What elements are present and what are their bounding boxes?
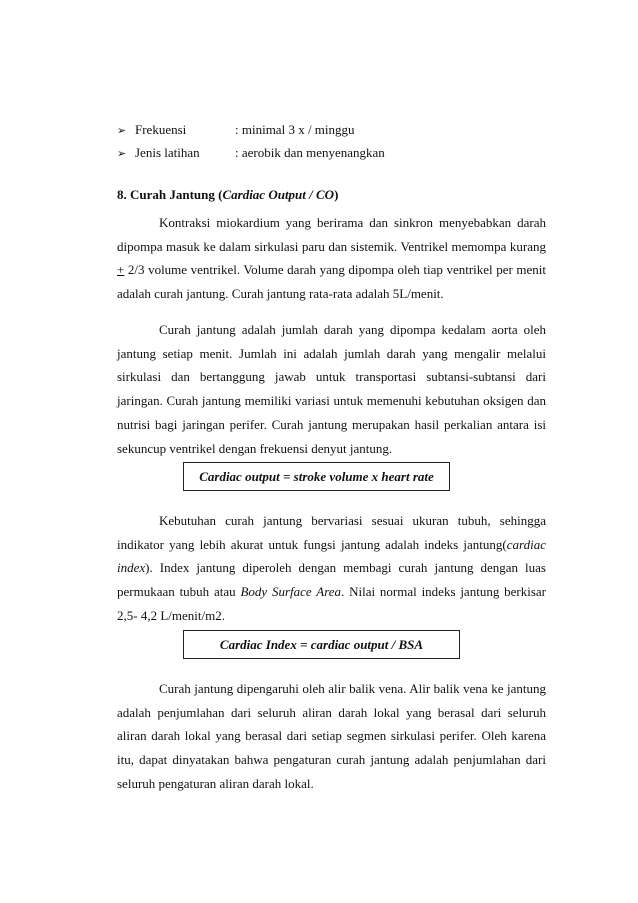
section-title-prefix: Curah Jantung ( xyxy=(130,187,223,202)
paragraph-text: Curah jantung adalah jumlah darah yang dipompa kedalam aorta oleh jantung setiap menit. Jumlah ini adalah jumlah darah yang mengalir melalui sirkulasi dan bertanggung jawab untuk transportasi subtansi-subtansi dari jaringan. Curah jantung memiliki variasi untuk memenuhi kebutuhan oksigen dan nutrisi bagi jaringan perifer. Curah jantung merupakan hasil perkalian antara isi sekuncup ventrikel dengan frekuensi denyut jantung. xyxy=(117,322,546,456)
plus-minus-sign: + xyxy=(117,262,125,278)
list-item-frequency xyxy=(117,121,355,139)
italic-term: cardiac index xyxy=(117,536,546,576)
formula-box-cardiac-output: Cardiac output = stroke volume x heart rate xyxy=(183,462,450,491)
paragraph-text: Kebutuhan curah jantung bervariasi sesuai ukuran tubuh, sehingga indikator yang lebih akurat untuk fungsi jantung adalah indeks jantung( xyxy=(117,513,546,552)
list-label: Frekuensi xyxy=(135,122,187,137)
paragraph-text: ). Index jantung diperoleh dengan membagi curah jantung dengan luas permukaan tubuh atau xyxy=(117,560,546,600)
list-item-exercise-type xyxy=(117,144,385,162)
paragraph-text: . Nilai normal indeks jantung berkisar 2,5- 4,2 L/menit/m2. xyxy=(117,584,546,623)
section-number: 8. xyxy=(117,187,127,202)
list-value: : aerobik dan menyenangkan xyxy=(235,145,385,160)
list-value: : minimal 3 x / minggu xyxy=(235,122,355,137)
arrow-bullet-icon: ➢ xyxy=(117,125,127,137)
paragraph-2 xyxy=(117,318,546,460)
list-label: Jenis latihan xyxy=(135,145,200,160)
section-title-suffix: ) xyxy=(334,187,339,202)
paragraph-1 xyxy=(117,211,546,306)
formula-box-cardiac-index: Cardiac Index = cardiac output / BSA xyxy=(183,630,460,659)
paragraph-text: Kontraksi miokardium yang berirama dan sinkron menyebabkan darah dipompa masuk ke dalam sirkulasi paru dan sistemik. Ventrikel memompa kurang xyxy=(117,215,546,254)
section-title-italic: Cardiac Output / CO xyxy=(222,187,335,202)
paragraph-4 xyxy=(117,677,546,796)
paragraph-text: Curah jantung dipengaruhi oleh alir balik vena. Alir balik vena ke jantung adalah penjumlahan dari seluruh aliran darah lokal yang berasal dari seluruh aliran darah lokal yang berasal dari setiap segmen sirkulasi perifer. Oleh karena itu, dapat dinyatakan bahwa pengaturan curah jantung adalah penjumlahan dari seluruh pengaturan aliran darah lokal. xyxy=(117,681,546,791)
italic-term: Body Surface Area xyxy=(240,584,342,600)
paragraph-text: 2/3 volume ventrikel. Volume darah yang dipompa oleh tiap ventrikel per menit adalah curah jantung. Curah jantung rata-rata adalah 5L/menit. xyxy=(117,262,546,302)
arrow-bullet-icon: ➢ xyxy=(117,148,127,160)
paragraph-3 xyxy=(117,509,546,628)
section-heading xyxy=(117,186,338,204)
